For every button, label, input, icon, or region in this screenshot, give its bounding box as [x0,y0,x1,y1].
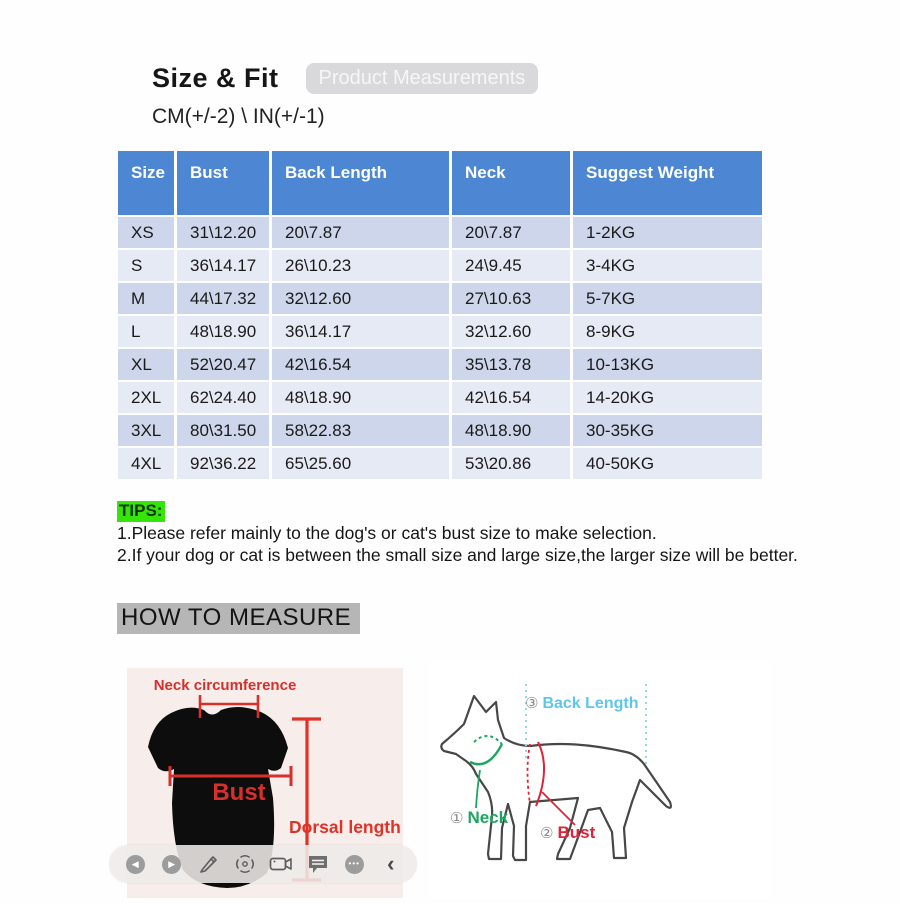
play-button[interactable] [159,851,185,877]
size-table-body [118,217,762,479]
chevron-left-icon: ‹ [387,851,395,876]
collapse-toolbar-button[interactable] [378,851,404,877]
table-cell: 8-9KG [573,316,762,347]
dog-measure-figure [430,658,770,898]
table-cell: 40-50KG [573,448,762,479]
table-cell: 35\13.78 [452,349,570,380]
header-size: Size [118,151,174,215]
table-cell: 48\18.90 [452,415,570,446]
table-cell: 1-2KG [573,217,762,248]
table-row [118,283,762,314]
header-neck: Neck [452,151,570,215]
product-measurements-badge[interactable]: Product Measurements [306,63,539,94]
table-cell: 36\14.17 [177,250,269,281]
table-row [118,250,762,281]
table-cell: L [118,316,174,347]
header-suggest-weight: Suggest Weight [573,151,762,215]
table-row [118,349,762,380]
more-icon: ••• [345,855,364,874]
tip-line-2: 2.If your dog or cat is between the small size and large size,the larger size will be better. [117,545,798,565]
table-cell: M [118,283,174,314]
neck-circumference-label: Neck circumference [153,677,297,694]
table-cell: 20\7.87 [452,217,570,248]
table-cell: 53\20.86 [452,448,570,479]
table-cell: 48\18.90 [272,382,449,413]
table-cell: 80\31.50 [177,415,269,446]
unit-tolerance-note: CM(+/-2) \ IN(+/-1) [152,105,325,128]
how-to-measure-heading: HOW TO MEASURE [117,603,360,634]
table-cell: 36\14.17 [272,316,449,347]
table-row [118,217,762,248]
table-cell: 10-13KG [573,349,762,380]
table-cell: 3XL [118,415,174,446]
table-row [118,316,762,347]
table-cell: 4XL [118,448,174,479]
dog-bust-label: ② Bust [540,823,596,842]
comment-button[interactable] [305,851,331,877]
table-cell: 20\7.87 [272,217,449,248]
dog-neck-label: ① Neck [450,808,509,827]
edit-button[interactable] [195,851,221,877]
dorsal-length-label: Dorsal length [289,817,401,837]
circled-3-icon: ③ [525,695,539,712]
back-button[interactable] [122,851,148,877]
table-cell: 31\12.20 [177,217,269,248]
dog-back-length-label: ③ Back Length [525,695,639,712]
table-cell: 30-35KG [573,415,762,446]
table-cell: 2XL [118,382,174,413]
camera-button[interactable] [268,851,294,877]
page-title: Size & Fit [152,63,279,93]
table-cell: 65\25.60 [272,448,449,479]
table-cell: 48\18.90 [177,316,269,347]
pencil-icon [198,854,218,874]
table-cell: 62\24.40 [177,382,269,413]
measure-illustrations [117,658,797,900]
more-button[interactable] [341,851,367,877]
table-cell: 27\10.63 [452,283,570,314]
table-cell: 5-7KG [573,283,762,314]
back-icon: ◀ [126,855,145,874]
table-cell: 44\17.32 [177,283,269,314]
circled-2-icon: ② [540,825,554,842]
play-icon: ▶ [162,855,181,874]
tips-section [117,501,817,566]
table-cell: 42\16.54 [452,382,570,413]
size-chart-table [115,149,765,481]
table-row [118,382,762,413]
table-cell: 32\12.60 [452,316,570,347]
floating-toolbar [109,845,417,883]
tip-line-1: 1.Please refer mainly to the dog's or cat's bust size to make selection. [117,523,657,543]
table-cell: XL [118,349,174,380]
table-cell: 26\10.23 [272,250,449,281]
table-cell: XS [118,217,174,248]
table-cell: 42\16.54 [272,349,449,380]
header-back-length: Back Length [272,151,449,215]
table-cell: 3-4KG [573,250,762,281]
table-cell: S [118,250,174,281]
comment-icon [307,853,329,875]
table-cell: 14-20KG [573,382,762,413]
table-cell: 52\20.47 [177,349,269,380]
table-row [118,415,762,446]
table-cell: 32\12.60 [272,283,449,314]
scan-gesture-icon [234,853,256,875]
scan-button[interactable] [232,851,258,877]
video-camera-icon [269,855,293,873]
circled-1-icon: ① [450,810,464,827]
table-cell: 92\36.22 [177,448,269,479]
tips-heading: TIPS: [117,501,165,522]
bust-label: Bust [212,779,266,806]
table-cell: 58\22.83 [272,415,449,446]
size-fit-header [152,63,538,94]
table-row [118,448,762,479]
table-header-row [118,151,762,215]
header-bust: Bust [177,151,269,215]
table-cell: 24\9.45 [452,250,570,281]
